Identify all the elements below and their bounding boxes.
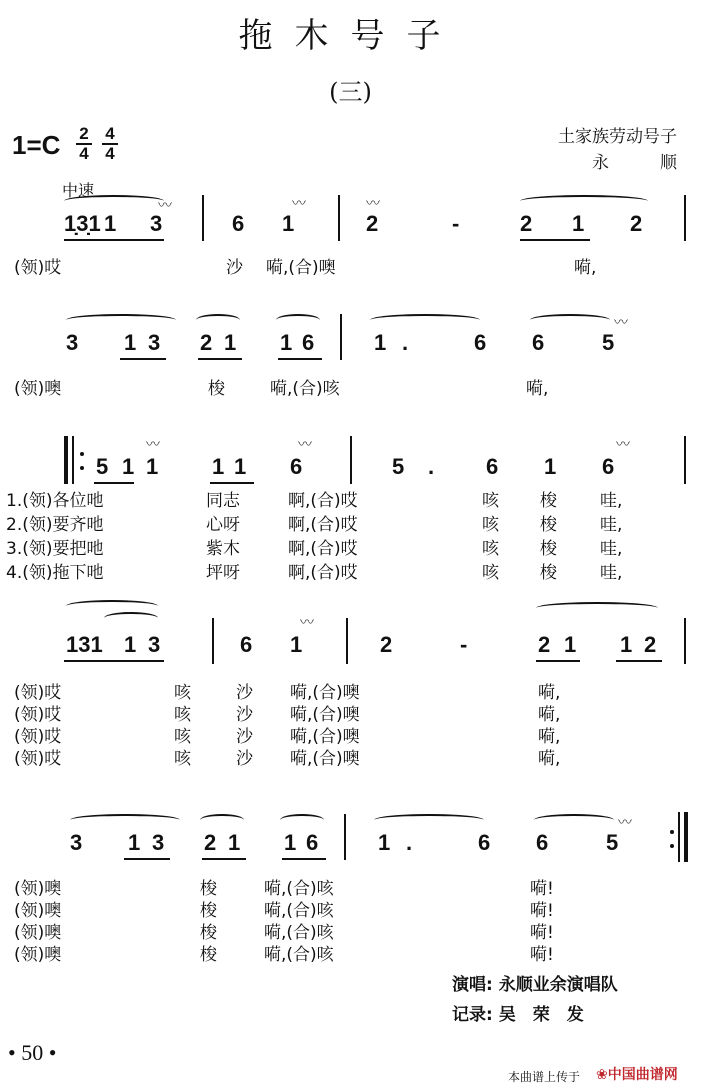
page-subtitle: (三) bbox=[329, 78, 372, 106]
lyric: 嗬, bbox=[538, 683, 561, 703]
note: 3 bbox=[70, 830, 83, 855]
slur bbox=[196, 314, 240, 326]
time-signature-2-4: 2 4 bbox=[76, 126, 92, 162]
beam bbox=[124, 858, 170, 860]
vibrato-mark: 〰 bbox=[618, 815, 632, 831]
repeat-dot bbox=[80, 466, 84, 470]
note: . bbox=[402, 330, 409, 355]
site-logo-icon: ❀ bbox=[596, 1067, 608, 1083]
lyric: 沙 bbox=[236, 683, 253, 703]
lyric: 咳 bbox=[482, 563, 499, 583]
lyric: 咳 bbox=[482, 491, 499, 511]
upload-note: 本曲谱上传于 bbox=[508, 1070, 581, 1084]
lyric: 嗬,(合)咳 bbox=[264, 901, 334, 921]
repeat-start-bar bbox=[72, 436, 74, 484]
note: . bbox=[428, 454, 435, 479]
beam bbox=[120, 358, 166, 360]
lyric: 嗬,(合)咳 bbox=[270, 379, 340, 399]
vibrato-mark: 〰 bbox=[614, 315, 628, 331]
vibrato-mark: 〰 bbox=[292, 196, 306, 212]
bar-line bbox=[212, 618, 214, 664]
bar-line bbox=[338, 195, 340, 241]
beam bbox=[520, 239, 590, 241]
note: 1 bbox=[544, 454, 557, 479]
lyric: 梭 bbox=[540, 491, 557, 511]
repeat-dot bbox=[670, 830, 674, 834]
singer-credit: 演唱: 永顺业余演唱队 bbox=[452, 975, 618, 995]
note: 6 bbox=[532, 330, 545, 355]
tempo-marking: 中速 bbox=[62, 181, 95, 200]
lyric: 啊,(合)哎 bbox=[288, 491, 358, 511]
note: 1 bbox=[124, 330, 137, 355]
lyric: 嗬, bbox=[538, 705, 561, 725]
lyric: 沙 bbox=[236, 705, 253, 725]
note: 6 bbox=[536, 830, 549, 855]
lyric: 哇, bbox=[600, 539, 623, 559]
lyric: 梭 bbox=[540, 563, 557, 583]
note: 5 bbox=[392, 454, 405, 479]
lyric: 哇, bbox=[600, 491, 623, 511]
lyric: 沙 bbox=[226, 258, 243, 278]
note: 1 bbox=[290, 632, 303, 657]
song-collector: 永 顺 bbox=[592, 153, 677, 173]
note: - bbox=[460, 632, 468, 657]
beam bbox=[282, 858, 326, 860]
lyric: 嗬! bbox=[530, 901, 554, 921]
note: 2 bbox=[366, 211, 379, 236]
vibrato-mark: 〰 bbox=[366, 196, 380, 212]
repeat-dot bbox=[670, 844, 674, 848]
bar-line bbox=[684, 618, 686, 664]
lyric: 嗬,(合)噢 bbox=[290, 749, 360, 769]
lyric: 嗬, bbox=[538, 749, 561, 769]
note: - bbox=[452, 211, 460, 236]
lyric: 梭 bbox=[200, 879, 217, 899]
slur bbox=[70, 814, 180, 826]
note: 2 bbox=[380, 632, 393, 657]
lyric: 心呀 bbox=[206, 515, 240, 535]
note: 6 bbox=[486, 454, 499, 479]
lyric: 嗬! bbox=[530, 945, 554, 965]
note: 2 bbox=[630, 211, 643, 236]
lyric: 啊,(合)哎 bbox=[288, 515, 358, 535]
recorder-credit: 记录: 吴 荣 发 bbox=[452, 1005, 584, 1025]
note: 2 bbox=[200, 330, 213, 355]
lyric: 啊,(合)哎 bbox=[288, 539, 358, 559]
note: 1 bbox=[282, 211, 295, 236]
bar-line bbox=[346, 618, 348, 664]
repeat-end-bar bbox=[678, 812, 680, 862]
note: 6 bbox=[478, 830, 491, 855]
lyric: 2.(领)要齐吔 bbox=[6, 515, 104, 535]
lyric: 咳 bbox=[482, 539, 499, 559]
key-signature: 1=C bbox=[12, 130, 61, 160]
lyric: 嗬, bbox=[526, 379, 549, 399]
bar-line bbox=[340, 314, 342, 360]
vibrato-mark: 〰 bbox=[146, 437, 160, 453]
note: 1 bbox=[124, 632, 137, 657]
slur bbox=[534, 814, 614, 826]
note: 5 bbox=[96, 454, 109, 479]
lyric: 嗬,(合)噢 bbox=[290, 683, 360, 703]
lyric: 嗬, bbox=[538, 727, 561, 747]
note: 6 bbox=[290, 454, 303, 479]
lyric: 沙 bbox=[236, 749, 253, 769]
lyric: 4.(领)拖下吔 bbox=[6, 563, 104, 583]
note: 3 bbox=[66, 330, 79, 355]
lyric: (领)哎 bbox=[14, 705, 62, 725]
note: 1 bbox=[280, 330, 293, 355]
slur bbox=[66, 600, 158, 612]
lyric: (领)噢 bbox=[14, 379, 62, 399]
lyric: 咳 bbox=[174, 749, 191, 769]
lyric: 嗬! bbox=[530, 879, 554, 899]
slur bbox=[200, 814, 244, 826]
note: 5 bbox=[606, 830, 619, 855]
lyric: 嗬! bbox=[530, 923, 554, 943]
slur bbox=[530, 314, 610, 326]
lyric: (领)噢 bbox=[14, 879, 62, 899]
vibrato-mark: 〰 bbox=[158, 198, 172, 214]
note: 2 bbox=[644, 632, 657, 657]
slur bbox=[280, 814, 324, 826]
note: 1 bbox=[572, 211, 585, 236]
note: 1 bbox=[378, 830, 391, 855]
note: 2 bbox=[204, 830, 217, 855]
lyric: (领)哎 bbox=[14, 727, 62, 747]
lyric: 嗬,(合)噢 bbox=[266, 258, 336, 278]
repeat-dot bbox=[80, 452, 84, 456]
note: 3 bbox=[150, 211, 163, 236]
note: 1 bbox=[234, 454, 247, 479]
lyric: 嗬,(合)噢 bbox=[290, 727, 360, 747]
note: 6 bbox=[602, 454, 615, 479]
lyric: 咳 bbox=[174, 683, 191, 703]
note: 6 bbox=[240, 632, 253, 657]
note: 1 bbox=[284, 830, 297, 855]
lyric: 梭 bbox=[540, 515, 557, 535]
lyric: 嗬,(合)咳 bbox=[264, 923, 334, 943]
beam bbox=[536, 660, 580, 662]
slur bbox=[374, 814, 484, 826]
lyric: 1.(领)各位吔 bbox=[6, 491, 104, 511]
lyric: 梭 bbox=[200, 923, 217, 943]
beam bbox=[64, 239, 164, 241]
lyric: 嗬,(合)噢 bbox=[290, 705, 360, 725]
lyric: (领)噢 bbox=[14, 901, 62, 921]
lyric: 梭 bbox=[200, 901, 217, 921]
note: 1 bbox=[212, 454, 225, 479]
lyric: 咳 bbox=[482, 515, 499, 535]
beam bbox=[210, 482, 254, 484]
bar-line bbox=[344, 814, 346, 860]
beam bbox=[278, 358, 322, 360]
note: 1 bbox=[228, 830, 241, 855]
note: 1 bbox=[128, 830, 141, 855]
note: 5 bbox=[602, 330, 615, 355]
slur bbox=[520, 195, 648, 207]
lyric: (领)哎 bbox=[14, 683, 62, 703]
lyric: 嗬, bbox=[574, 258, 597, 278]
lyric: 3.(领)要把吔 bbox=[6, 539, 104, 559]
beam bbox=[198, 358, 242, 360]
lyric: 哇, bbox=[600, 563, 623, 583]
song-source: 土家族劳动号子 bbox=[558, 127, 677, 147]
lyric: 梭 bbox=[208, 379, 225, 399]
lyric: 梭 bbox=[200, 945, 217, 965]
note: 1 bbox=[620, 632, 633, 657]
vibrato-mark: 〰 bbox=[616, 437, 630, 453]
note: 1 bbox=[374, 330, 387, 355]
lyric: 紫木 bbox=[206, 539, 240, 559]
note: 3 bbox=[148, 330, 161, 355]
lyric: 哇, bbox=[600, 515, 623, 535]
note: 1 bbox=[122, 454, 135, 479]
lyric: (领)噢 bbox=[14, 945, 62, 965]
slur bbox=[370, 314, 480, 326]
note: 6 bbox=[474, 330, 487, 355]
bar-line bbox=[684, 436, 686, 484]
note: 6 bbox=[302, 330, 315, 355]
page-number: • 50 • bbox=[8, 1040, 57, 1065]
bar-line bbox=[684, 195, 686, 241]
lyric: (领)哎 bbox=[14, 258, 62, 278]
slur bbox=[66, 314, 176, 326]
vibrato-mark: 〰 bbox=[298, 437, 312, 453]
site-logo: ❀中国曲谱网 bbox=[596, 1067, 678, 1083]
lyric: 咳 bbox=[174, 705, 191, 725]
lyric: 沙 bbox=[236, 727, 253, 747]
time-signature-4-4: 4 4 bbox=[102, 126, 118, 162]
lyric: 嗬,(合)咳 bbox=[264, 879, 334, 899]
note: 6 bbox=[232, 211, 245, 236]
note: 131 bbox=[66, 632, 103, 657]
note: 6 bbox=[306, 830, 319, 855]
lyric: 梭 bbox=[540, 539, 557, 559]
bar-line bbox=[350, 436, 352, 484]
lyric: 啊,(合)哎 bbox=[288, 563, 358, 583]
note: . bbox=[406, 830, 413, 855]
note: 3 bbox=[148, 632, 161, 657]
beam bbox=[64, 660, 164, 662]
beam bbox=[616, 660, 662, 662]
lyric: 同志 bbox=[206, 491, 240, 511]
lyric: (领)噢 bbox=[14, 923, 62, 943]
beam bbox=[94, 482, 134, 484]
note: 1 bbox=[104, 211, 117, 236]
note: 2 bbox=[538, 632, 551, 657]
beam bbox=[202, 858, 246, 860]
repeat-start-bar bbox=[64, 436, 68, 484]
note: 3 bbox=[152, 830, 165, 855]
slur bbox=[64, 195, 164, 207]
repeat-end-bar bbox=[684, 812, 688, 862]
note: 2 bbox=[520, 211, 533, 236]
note: 1 bbox=[564, 632, 577, 657]
slur bbox=[536, 602, 658, 614]
lyric: 嗬,(合)咳 bbox=[264, 945, 334, 965]
slur bbox=[104, 612, 158, 624]
lyric: (领)哎 bbox=[14, 749, 62, 769]
lyric: 坪呀 bbox=[206, 563, 240, 583]
slur bbox=[276, 314, 320, 326]
note: 1 bbox=[224, 330, 237, 355]
lyric: 咳 bbox=[174, 727, 191, 747]
page-title: 拖木号子 bbox=[238, 16, 463, 56]
vibrato-mark: 〰 bbox=[300, 615, 314, 631]
note: 1̣3̣1 bbox=[64, 211, 101, 236]
note: 1 bbox=[146, 454, 159, 479]
bar-line bbox=[202, 195, 204, 241]
